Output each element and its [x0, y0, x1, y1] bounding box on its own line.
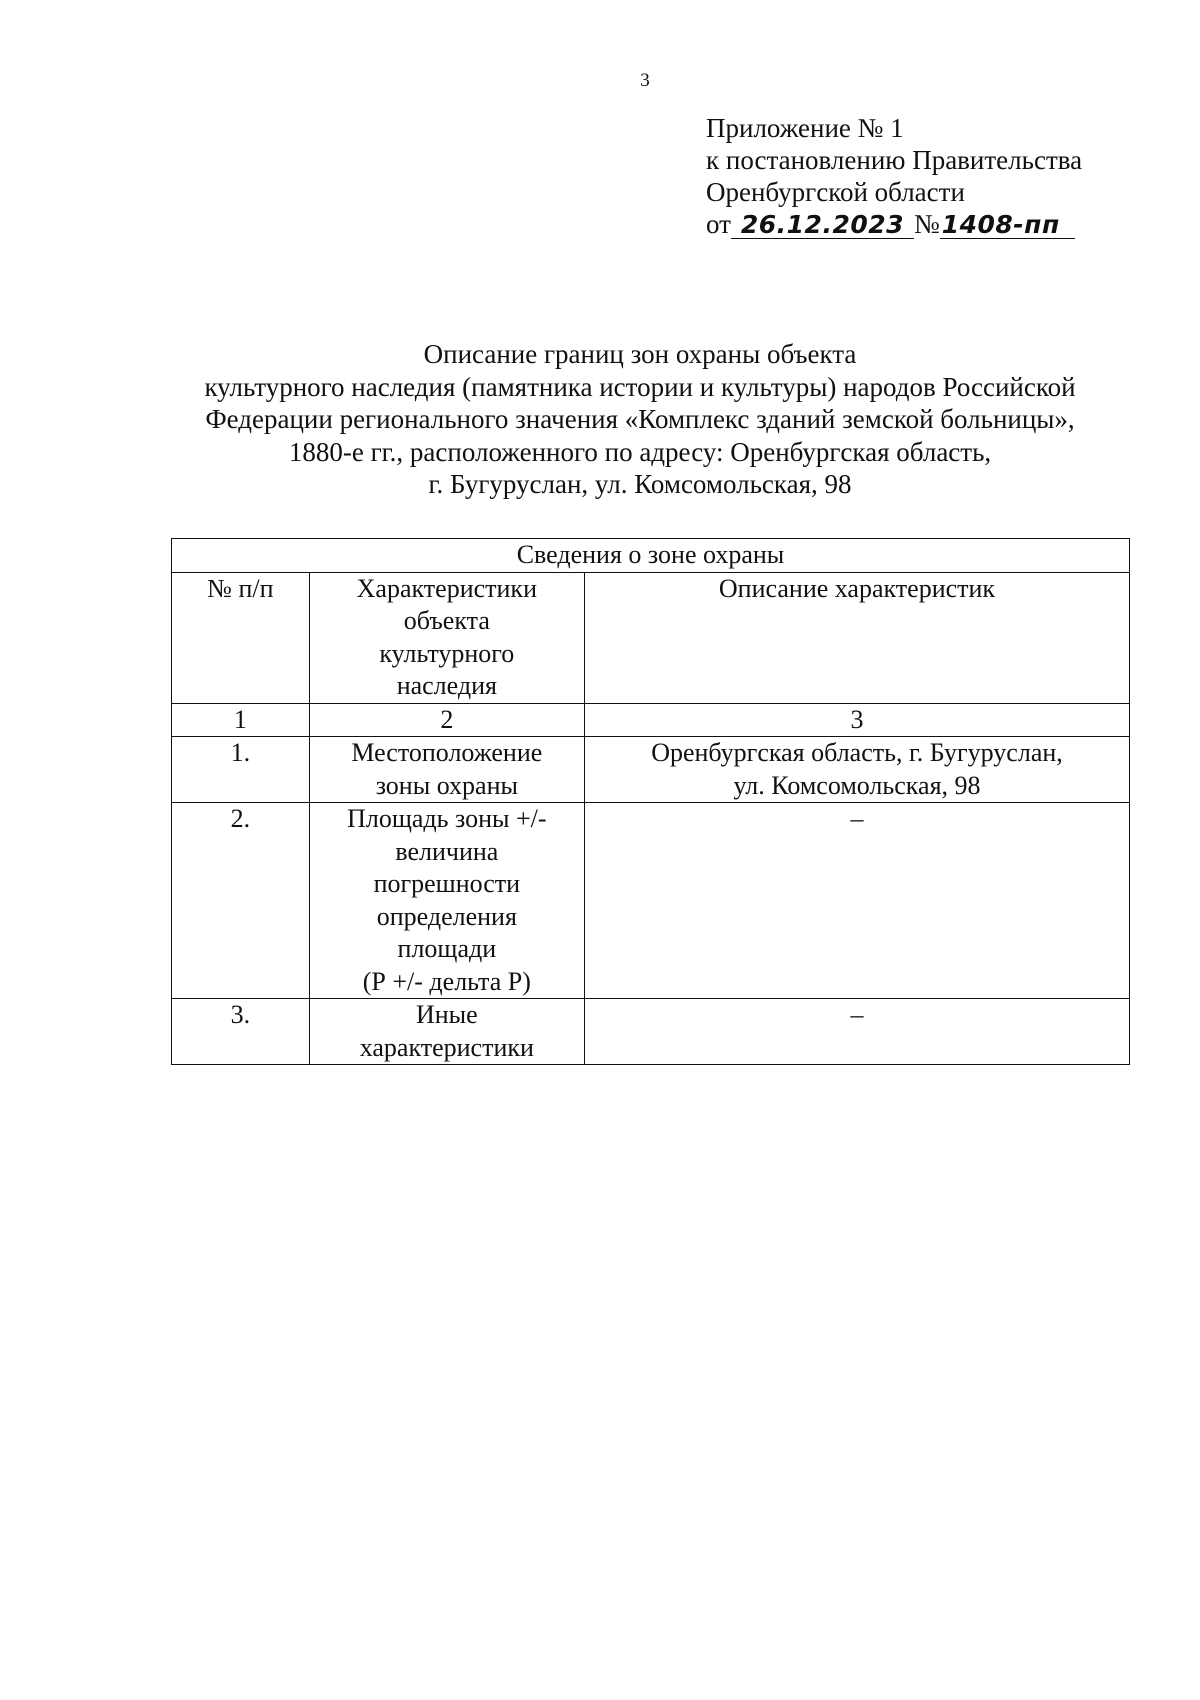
row-description: [584, 737, 1129, 803]
column-number: 3: [584, 703, 1129, 737]
characteristic-line: погрешности: [373, 869, 521, 898]
row-number: 2.: [172, 803, 310, 999]
handwritten-number: 1408-пп: [940, 212, 1075, 239]
row-characteristic: [309, 999, 584, 1065]
handwritten-date: 26.12.2023: [731, 212, 914, 239]
header-characteristics-line: культурного: [379, 638, 515, 668]
number-prefix: №: [913, 209, 940, 239]
header-characteristics-line: объекта: [403, 606, 490, 635]
row-description: [584, 803, 1129, 999]
title-line: 1880-е гг., расположенного по адресу: Оренбургская область,: [288, 436, 992, 467]
table-numbering-row: [172, 703, 1130, 737]
characteristic-line: Площадь зоны +/-: [347, 804, 547, 833]
header-characteristics-line: Характеристики: [356, 573, 537, 603]
description-line: ул. Комсомольская, 98: [733, 770, 981, 800]
characteristic-line: площади: [397, 934, 497, 963]
header-characteristics-line: наследия: [396, 671, 497, 700]
characteristic-line: Иные: [415, 1000, 478, 1029]
row-number: 1.: [172, 737, 310, 803]
characteristic-line: величина: [395, 836, 499, 866]
row-characteristic: [309, 803, 584, 999]
row-number: 3.: [172, 999, 310, 1065]
appendix-block: [706, 112, 1082, 240]
date-prefix: от: [706, 209, 731, 239]
table-caption-row: [172, 539, 1130, 573]
title-line: Описание границ зон охраны объекта: [423, 339, 857, 369]
header-description: Описание характеристик: [584, 572, 1129, 703]
characteristic-line: определения: [376, 901, 517, 931]
table-header-row: [172, 572, 1130, 703]
header-characteristics: [309, 572, 584, 703]
title-line: Федерации регионального значения «Комплекс зданий земской больницы»,: [205, 404, 1075, 434]
row-description: [584, 999, 1129, 1065]
table-row: [172, 803, 1130, 999]
title-line: г. Бугуруслан, ул. Комсомольская, 98: [428, 469, 852, 499]
table-row: [172, 737, 1130, 803]
appendix-decree-ref: к постановлению Правительства: [706, 145, 1083, 175]
title-line: культурного наследия (памятника истории и культуры) народов Российской: [204, 371, 1076, 402]
characteristic-line: зоны охраны: [375, 770, 518, 800]
characteristic-line: (Р +/- дельта Р): [362, 966, 531, 996]
decree-date-number-line: [706, 208, 1082, 240]
description-line: Оренбургская область, г. Бугуруслан,: [651, 738, 1063, 767]
appendix-title: Приложение № 1: [706, 113, 904, 143]
table-row: [172, 999, 1130, 1065]
description-line: –: [850, 1000, 864, 1029]
zone-info-table: [171, 538, 1130, 1065]
column-number: 1: [172, 703, 310, 737]
page-number: 3: [640, 70, 650, 91]
header-number: № п/п: [172, 572, 310, 703]
table-caption: Сведения о зоне охраны: [172, 539, 1130, 573]
description-line: –: [850, 804, 864, 833]
characteristic-line: характеристики: [359, 1032, 534, 1062]
row-characteristic: [309, 737, 584, 803]
appendix-region: Оренбургской области: [706, 177, 965, 207]
document-title: [150, 338, 1130, 501]
characteristic-line: Местоположение: [351, 738, 543, 767]
column-number: 2: [309, 703, 584, 737]
